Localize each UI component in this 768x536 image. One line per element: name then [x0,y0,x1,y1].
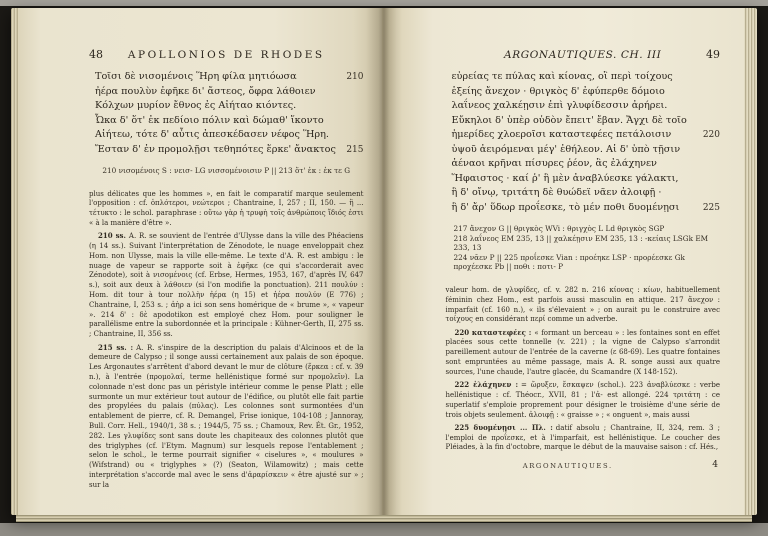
page-edge-stack-right [744,8,757,515]
page-number-right: 49 [706,48,720,61]
printer-signature: ARGONAUTIQUES. [522,462,613,471]
gathering-number: 4 [712,460,718,471]
commentary-left [89,189,364,491]
verse-line-number [696,186,720,201]
commentary-paragraph [89,189,364,229]
commentary-paragraph [89,231,364,340]
commentary-lemma: 210 ss. [98,231,126,241]
verse-line-number: 210 [346,72,364,82]
commentary-text: « formant un berceau » : les fontaines sont en effet placées sous cette tonnelle (v. 221) ; la vigne de Calypso s'arrondit pareillement autour de l'entrée de la caverne (ε 68-69). Les quatre fontaines sont empruntées au même passage, mais A. R. songe aussi aux quatre sources, l'une chaude, l'autre glacée, du Scamandre (X 148-152). [445,328,720,376]
apparatus-line: 224 νᾶεν P || 225 προΐεσκε Vian : προέηκε LSP · προρέεσκε Gk προχέεσκε Pb || ποθι : ποτι- P [453,252,685,272]
verse-line [452,70,721,85]
verse-text: Ἔσταν δ' ἐν προμολῇσι τεθηπότες ἕρκε' ἄνακτος [95,143,336,155]
verse-line-number [340,114,364,129]
verse-line [95,143,364,158]
verse-text: Εὔκηλοι δ' ὑπὲρ οὐδὸν ἔπειτ' ἔβαν. Ἄγχι δὲ τοῖο [451,114,687,126]
apparatus-line: 218 λαΐνεος EM 235, 13 || χαλκέῃσιν EM 235, 13 : -κείαις LSGk EM 233, 13 [453,233,709,253]
commentary-paragraph [446,380,721,420]
greek-verse-block-right [452,70,721,215]
apparatus-line: 217 ἄνεχον G || θριγκὸς WVi : θριγχὸς L Ld θριγκὸς SGP [453,224,665,233]
page-footer-right [446,462,721,474]
verse-line [95,85,364,100]
verse-line-number [696,157,720,172]
book-spread [11,8,757,522]
verse-line-number [696,172,720,187]
page-edge-stack-left [11,8,19,515]
apparatus-line: 210 νισομένοις S : νεισ- LG νισσομένοισιν P || 213 ὅτ' ἐκ : ἐκ τε G [102,166,351,175]
commentary-paragraph [446,423,721,453]
page-right-content [382,8,745,515]
verse-line [452,128,721,143]
commentary-text: plus délicates que les hommes », en fait le comparatif marque seulement l'opposition : cf. ὁπλότεροι, νεώτεροι ; Chantraine, I, 257 ; II, 150. — ἣ ... τέτυκτο : le schol. paraphrase : οὕτω γὰρ ἡ τρυφὴ τοῖς ἀνθρώποις ἴδιός ἐστι « à la manière d'être ». [89,189,364,227]
verse-line [452,186,721,201]
verse-line-number [696,114,720,129]
verse-line [452,201,721,216]
verse-text: ἡμερίδες χλοεροῖσι καταστεφέες πετάλοισιν [451,129,672,140]
verse-line [95,70,364,85]
commentary-lemma: 220 καταστεφέες : [454,327,532,337]
verse-line-number [696,143,720,158]
commentary-paragraph [446,328,721,378]
verse-text: ἑξείης ἄνεχον · θριγκὸς δ' ἐφύπερθε δόμοιο [451,85,665,97]
verse-text: ἀέναοι κρῆναι πίσυρες ῥέον, ἃς ἐλάχηνεν [451,158,657,169]
greek-verse-block-left [95,70,364,157]
commentary-text: valeur hom. de γλυφίδες, cf. v. 282 n. 216 κίονας : κίων, habituellement féminin chez Hom., est parfois aussi masculin en attique. 217 ἄνεχον : imparfait (cf. 160 n.), « ils s'élevaient » ; on aurait pu le construire avec τοίχους en considérant περί comme un adverbe. [445,285,720,324]
verse-text: ἠέρα πουλὺν ἐφῆκε δι' ἄστεος, ὄφρα λάθοιεν [95,85,316,97]
commentary-lemma: 222 ἐλάχηνεν : [454,380,519,390]
verse-line [452,172,721,187]
running-head-left: APOLLONIOS DE RHODES [127,49,325,61]
commentary-paragraph [446,285,721,325]
verse-text: Ἥφαιστος · καί ῥ' ἣ μὲν ἀναβλύεσκε γάλακτι, [451,172,679,184]
open-pages [11,8,757,515]
verse-line-number: 220 [702,130,720,140]
commentary-text: datif absolu ; Chantraine, II, 324, rem. 3 ; l'emploi de προΐεσκε, et à l'imparfait, est hellénistique. Le coucher des Pléiades, à la fin d'octobre, marque le début de la mauvaise saison : cf. Hés., [445,423,720,452]
page-right-header [446,48,721,61]
verse-line-number [340,99,364,114]
critical-apparatus-right [446,224,721,272]
commentary-right [446,285,721,453]
verse-line-number [696,70,720,85]
verse-line [95,128,364,143]
commentary-paragraph [89,343,364,491]
verse-line [452,85,721,100]
verse-line-number [340,128,364,143]
page-number-left: 48 [89,48,103,61]
verse-line-number [696,99,720,114]
verse-line-number [340,85,364,100]
verse-text: ὑψοῦ ἀειρόμεναι μέγ' ἐθήλεον. Αἱ δ' ὑπὸ τῇσιν [451,143,681,155]
verse-line [452,99,721,114]
verse-line-number: 225 [702,202,720,213]
verse-line [452,157,721,172]
commentary-text: A. R. s'inspire de la description du palais d'Alcinoos et de la demeure de Calypso ; il songe aussi certainement aux palais de son époque. Les Argonautes s'arrêtent d'abord devant le mur de clôture (ἕρκεα : cf. v. 39 n.), à l'entrée (προμολαί, terme hellénistique formé sur προμολεῖν). La colonnade n'est donc pas un péristyle intérieur comme le pense Platt ; elle surmonte un mur extérieur tout autour de l'édifice, ou plutôt elle fait partie des propylées du palais (πύλας). Les colonnes sont surmontées d'un entablement de pierre, cf. R. Demangel, Frise ionique, 104-108 ; Jannoray, Bull. Corr. Hell., 1940/1, 38 s. ; 1944/5, 75 ss. ; Chamoux, Rev. Ét. Gr., 1952, 282. Les γλυφίδες sont sans doute les chapiteaux des colonnes plutôt que des triglyphes (cf. l'Etym. Magnum) sur lesquels repose l'entablement ; selon le schol., le terme pourrait signifier « ciselures », « moulures » (Wifstrand) ou « triglyphes » (?) (Seaton, Wilamowitz) ; mais cette interprétation s'accorde mal avec le sens d'ἀραρίσκειν « être ajusté sur » ; sur la [89,343,364,489]
verse-line [452,143,721,158]
verse-line-number [696,85,720,100]
verse-text: ἣ δ' ἄρ' ὕδωρ προΐεσκε, τὸ μέν ποθι δυομένῃσι [451,201,680,213]
verse-line [95,114,364,129]
page-left-content [19,8,382,515]
running-head-right: ARGONAUTIQUES. CH. III [504,49,662,61]
verse-text: εὐρείας τε πύλας καὶ κίονας, οἳ περὶ τοίχους [451,71,673,82]
verse-text: λαΐνεος χαλκέῃσιν ἐπὶ γλυφίδεσσιν ἀρήρει. [451,100,668,111]
commentary-lemma: 225 δυομένῃσι ... Πλ. : [454,422,553,432]
page-right [382,8,745,515]
commentary-text: A. R. se souvient de l'entrée d'Ulysse dans la ville des Phéaciens (η 14 ss.). Suivant l'interprétation de Zénodote, le nuage enveloppait chez Hom. non Ulysse, mais la ville elle-même. Le texte d'A. R. est ambigu : le nuage de vapeur se rapporte soit à ἐφῆκε (ce qui s'accorderait avec Zénodote), soit à νισομένοις (cf. Erbse, Hermes, 1953, 167, d'après IV, 647 s.), soit aux deux à λάθοιεν (si l'on modifie la ponctuation). 211 πουλύν : Hom. dit tour à tour πολλὴν ἠέρα (η 15) et ἠέρα πουλύν (Ε 776) ; Chantraine, I, 253 s. ; ἀὴρ a ici son sens homérique de « brume », « vapeur ». 214 δ' : δὲ apodotikon est employé chez Hom. pour souligner le parallélisme entre la subordonnée et la principale : Kühner-Gerth, II, 275 ss. ; Chantraine, II, 356 ss. [89,232,364,339]
verse-line [452,114,721,129]
verse-text: Κόλχων μυρίον ἔθνος ἐς Αἰήταο κιόντες. [95,100,297,111]
photo-background-band-bottom [0,523,768,536]
commentary-text: = ὤρυξεν, ἔσκαψεν (schol.). 223 ἀναβλύεσκε : verbe hellénistique : cf. Théocr., XVII, 81 ; l'ἀ- est allongé. 224 τριτάτη : ce superlatif s'emploie proprement pour désigner le troisième d'une série de trois objets seulement. ἀλοιφῇ : « graisse » ; « onguent », mais aussi [445,381,720,419]
verse-text: Ὦκα δ' ὅτ' ἐκ πεδίοιο πόλιν καὶ δώμαθ' ἵκοντο [95,114,324,126]
verse-text: Τοῖσι δὲ νισομένοις Ἥρη φίλα μητιόωσα [95,71,297,82]
verse-text: ἣ δ' οἴνῳ, τριτάτη δὲ θυώδεϊ νᾶεν ἀλοιφῇ · [451,187,662,198]
page-left [19,8,382,515]
verse-text: Αἰήτεω, τότε δ' αὖτις ἀπεσκέδασεν νέφος Ἥρη. [95,129,330,140]
page-left-header [89,48,364,61]
page-edge-stack-bottom [16,515,752,522]
verse-line-number: 215 [346,144,364,155]
verse-line [95,99,364,114]
critical-apparatus-left [89,166,364,176]
photo-background-band-top [0,0,768,6]
commentary-lemma: 215 ss. : [98,342,134,352]
